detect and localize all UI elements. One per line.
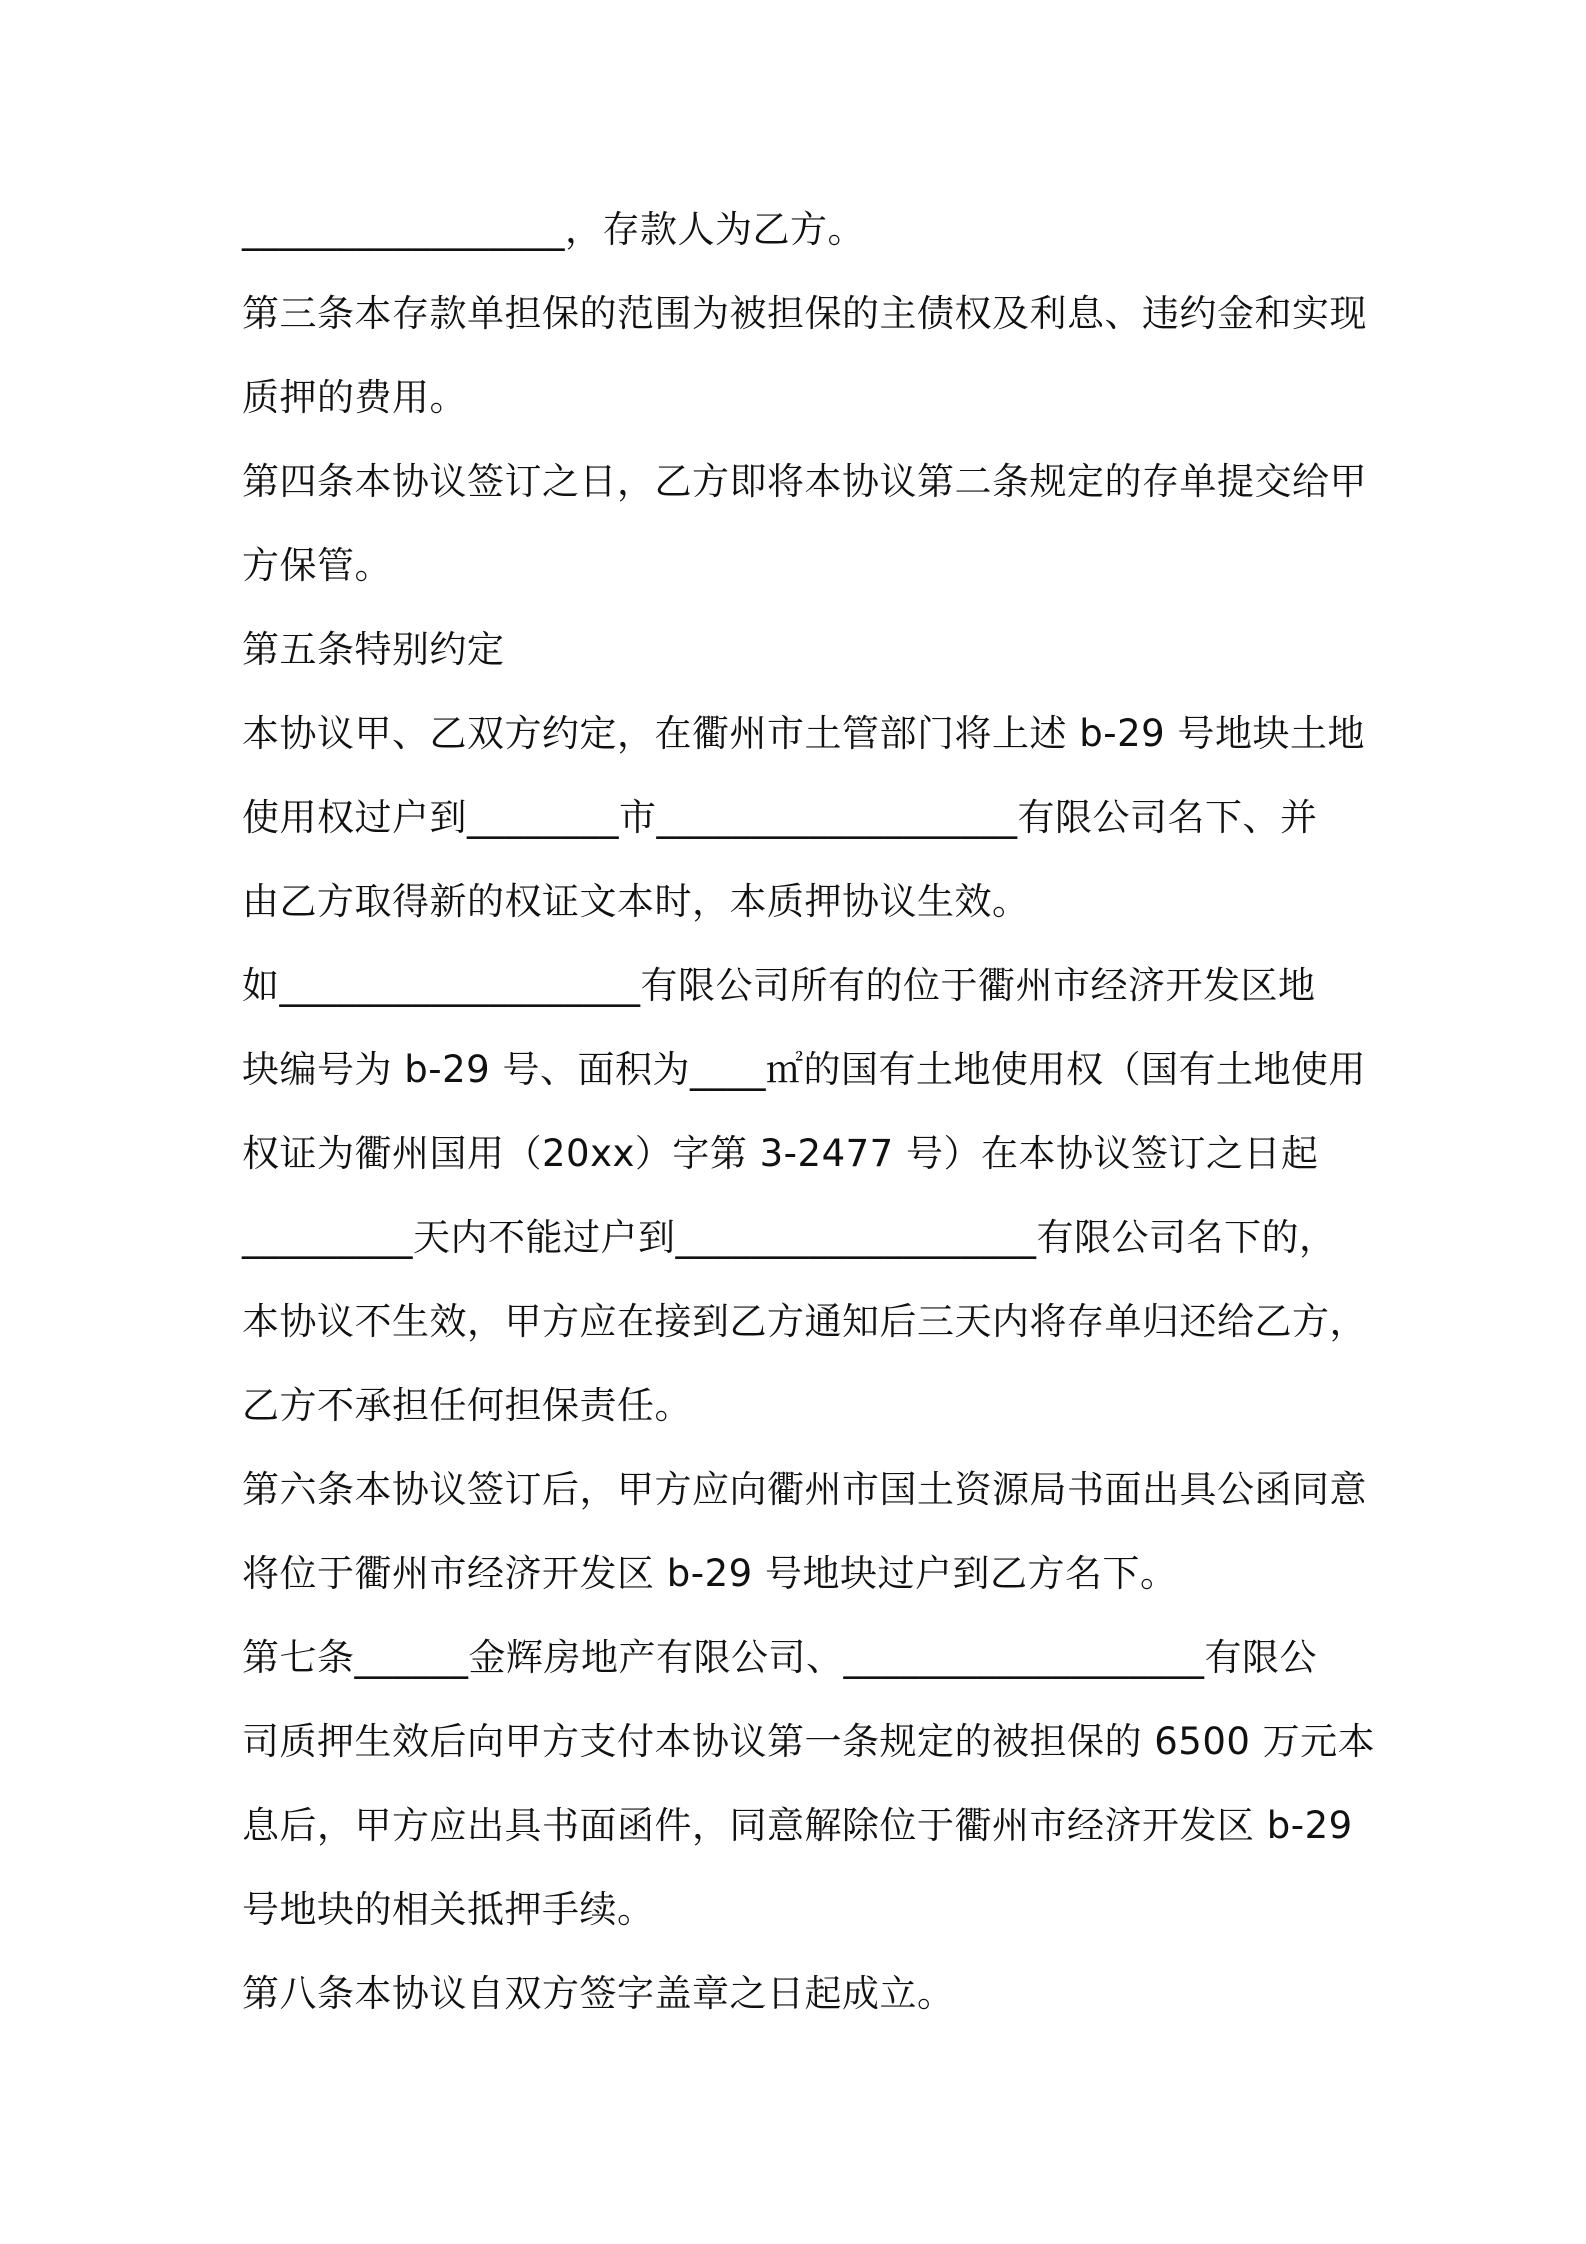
text-line: 乙方不承担任何担保责任。	[242, 1384, 692, 1427]
text-line: _________________，存款人为乙方。	[242, 208, 865, 251]
text-line: 号地块的相关抵押手续。	[242, 1888, 655, 1931]
text-line: _________天内不能过户到___________________有限公司名下的，	[242, 1216, 1337, 1259]
text-line: 司质押生效后向甲方支付本协议第一条规定的被担保的 6500 万元本	[242, 1720, 1376, 1763]
text-line: 第三条本存款单担保的范围为被担保的主债权及利息、违约金和实现	[242, 292, 1367, 335]
text-line: 使用权过户到________市___________________有限公司名下、并	[242, 796, 1318, 839]
text-line: 块编号为 b-29 号、面积为____㎡的国有土地使用权（国有土地使用	[242, 1048, 1366, 1091]
text-line: 息后，甲方应出具书面函件，同意解除位于衢州市经济开发区 b-29	[242, 1804, 1353, 1847]
text-line: 由乙方取得新的权证文本时，本质押协议生效。	[242, 880, 1030, 923]
text-line: 如___________________有限公司所有的位于衢州市经济开发区地	[242, 964, 1316, 1007]
text-line: 本协议不生效，甲方应在接到乙方通知后三天内将存单归还给乙方，	[242, 1300, 1367, 1343]
text-line: 第八条本协议自双方签字盖章之日起成立。	[242, 1972, 955, 2015]
text-line: 将位于衢州市经济开发区 b-29 号地块过户到乙方名下。	[242, 1552, 1178, 1595]
text-line: 权证为衢州国用（20xx）字第 3-2477 号）在本协议签订之日起	[242, 1132, 1319, 1175]
text-line: 第四条本协议签订之日，乙方即将本协议第二条规定的存单提交给甲	[242, 460, 1367, 503]
text-line: 质押的费用。	[242, 376, 467, 419]
text-line: 本协议甲、乙双方约定，在衢州市土管部门将上述 b-29 号地块土地	[242, 712, 1365, 755]
text-line: 方保管。	[242, 544, 392, 587]
text-line: 第五条特别约定	[242, 628, 505, 671]
text-line: 第六条本协议签订后，甲方应向衢州市国土资源局书面出具公函同意	[242, 1468, 1367, 1511]
text-line: 第七条______金辉房地产有限公司、___________________有限公	[242, 1636, 1317, 1679]
